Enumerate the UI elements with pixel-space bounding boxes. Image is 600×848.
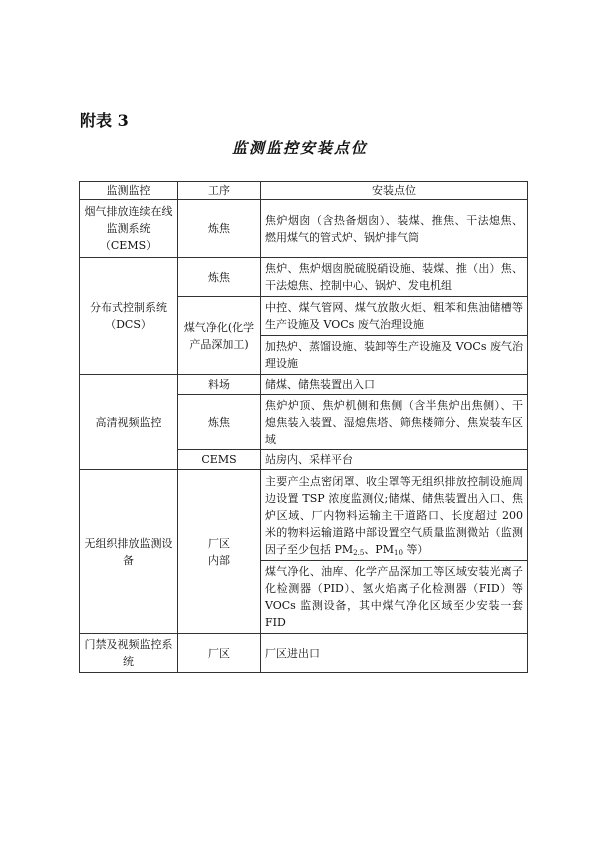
- process-cell: 炼焦: [178, 200, 261, 258]
- category-cell: 门禁及视频监控系统: [80, 634, 178, 673]
- process-line: 厂区: [208, 536, 230, 550]
- location-cell: 站房内、采样平台: [261, 450, 528, 470]
- location-cell: 加热炉、蒸馏设施、装卸等生产设施及 VOCs 废气治理设施: [261, 336, 528, 375]
- process-cell: [178, 470, 261, 634]
- process-line: 内部: [208, 553, 230, 567]
- location-cell: 煤气净化、油库、化学产品深加工等区域安装光离子化检测器（PID）、氢火焰离子化检测器（FID）等 VOCs 监测设备，其中煤气净化区域至少安装一套 FID: [261, 561, 528, 634]
- pm10-subscript: 10: [393, 548, 403, 557]
- process-cell: 料场: [178, 375, 261, 395]
- process-cell: 厂区: [178, 634, 261, 673]
- location-cell: 焦炉炉顶、焦炉机侧和焦侧（含半焦炉出焦侧）、干熄焦装入装置、湿熄焦塔、筛焦楼筛分、焦炭装车区域: [261, 395, 528, 450]
- column-header-location: 安装点位: [261, 182, 528, 200]
- appendix-label: 附表 3: [80, 111, 129, 130]
- monitoring-table: [79, 181, 528, 673]
- location-text: 、PM: [364, 542, 394, 556]
- table-row: [80, 634, 528, 673]
- location-cell: 中控、煤气管网、煤气放散火炬、粗苯和焦油储槽等生产设施及 VOCs 废气治理设施: [261, 297, 528, 336]
- location-cell: 焦炉、焦炉烟囱脱硫脱硝设施、装煤、推（出）焦、干法熄焦、控制中心、锅炉、发电机组: [261, 258, 528, 297]
- process-cell: 炼焦: [178, 258, 261, 297]
- category-cell: 分布式控制系统（DCS）: [80, 258, 178, 375]
- location-text: 主要产尘点密闭罩、收尘罩等无组织排放控制设施周边设置 TSP 浓度监测仪;储煤、储焦装置出入口、焦炉区域、厂内物料运输主干道路口、长度超过 200 米的物料运输道路中部设置空气质量监测微站（监测因子至少包括 PM: [265, 474, 523, 556]
- table-row: [80, 258, 528, 297]
- process-cell: 煤气净化(化学产品深加工): [178, 297, 261, 375]
- column-header-process: 工序: [178, 182, 261, 200]
- page-title: 监测监控安装点位: [231, 139, 368, 157]
- location-text: 等）: [402, 542, 429, 556]
- category-cell: 无组织排放监测设备: [80, 470, 178, 634]
- process-cell: 炼焦: [178, 395, 261, 450]
- location-cell: 厂区进出口: [261, 634, 528, 673]
- table-row: [80, 200, 528, 258]
- category-cell: 高清视频监控: [80, 375, 178, 470]
- pm25-subscript: 2.5: [353, 548, 365, 557]
- process-cell: CEMS: [178, 450, 261, 470]
- table-row: [80, 375, 528, 395]
- category-cell: 烟气排放连续在线监测系统（CEMS）: [80, 200, 178, 258]
- location-cell: [261, 470, 528, 561]
- table-row: [80, 470, 528, 561]
- location-cell: 焦炉烟囱（含热备烟囱）、装煤、推焦、干法熄焦、燃用煤气的管式炉、锅炉排气筒: [261, 200, 528, 258]
- location-cell: 储煤、储焦装置出入口: [261, 375, 528, 395]
- table-header-row: [80, 182, 528, 200]
- column-header-monitoring: 监测监控: [80, 182, 178, 200]
